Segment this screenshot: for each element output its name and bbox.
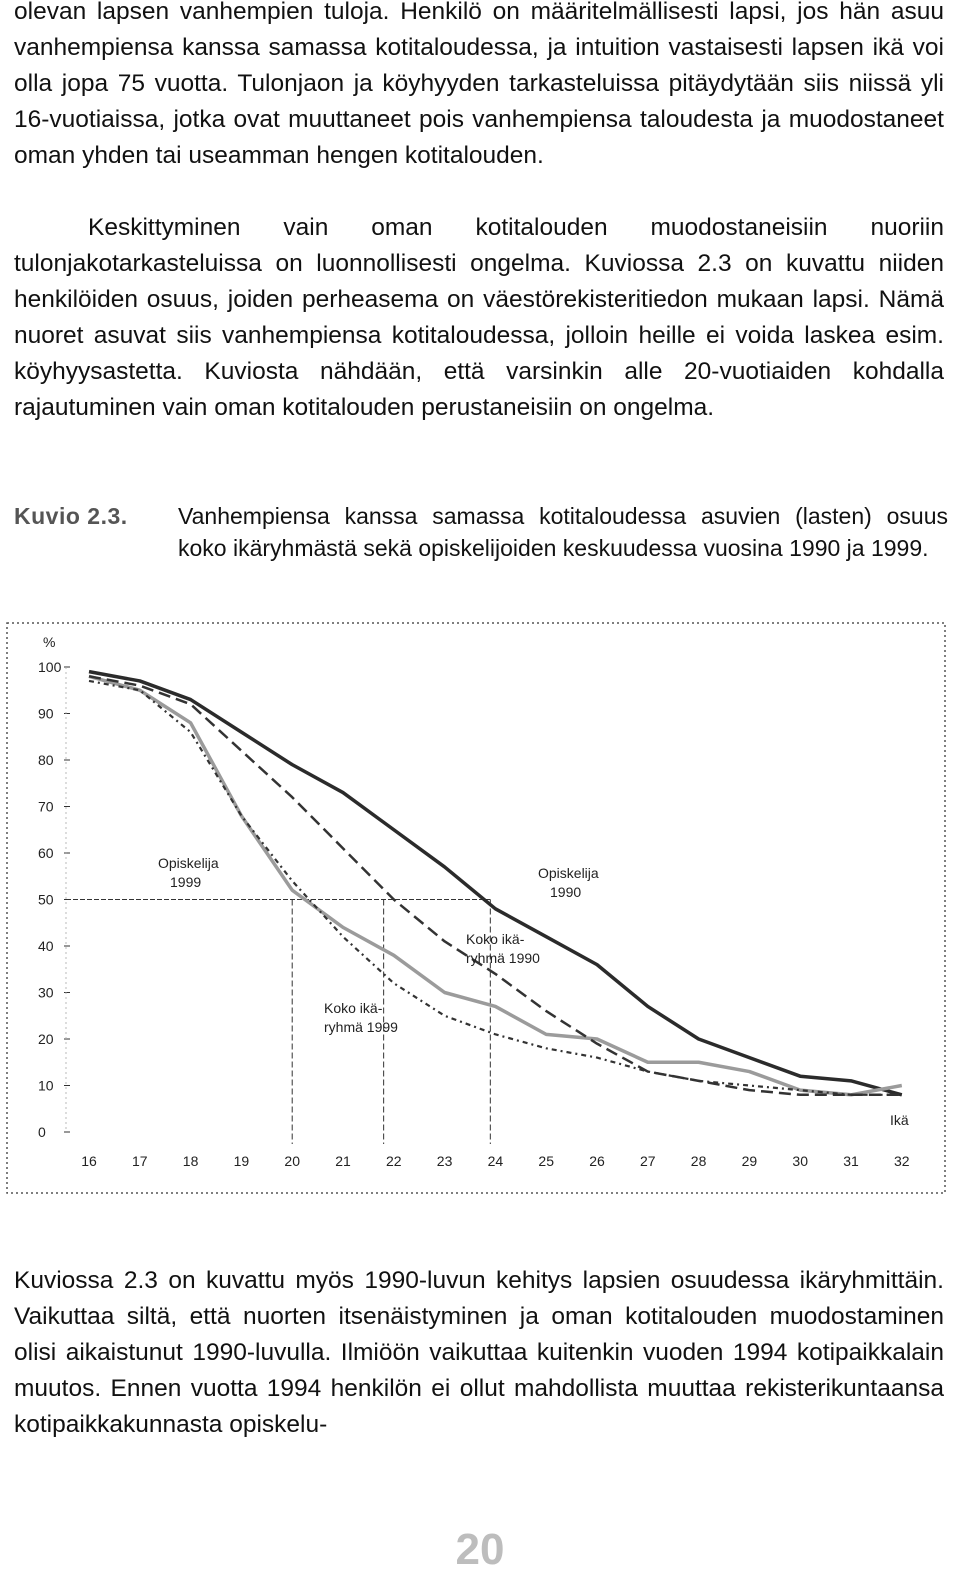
body-paragraph: Kuviossa 2.3 on kuvattu myös 1990-luvun kehitys lapsien osuudessa ikäryhmittäin. Vaikuttaa siltä, että nuorten itsenäistyminen ja oman kotitalouden muodostaminen olisi aikaistunut 1990-luvulla. Ilmiöön vaikuttaa kuitenkin vuoden 1994 kotipaikkalain muutos. Ennen vuotta 1994 henkilön ei ollut mahdollista muuttaa rekisterikuntaansa kotipaikkakunnasta opiskelu- [14, 1267, 944, 1438]
x-tick-label: 25 [538, 1153, 554, 1169]
series-opiskelija-1999 [89, 676, 902, 1095]
x-tick-label: 22 [386, 1153, 402, 1169]
x-tick-label: 19 [233, 1153, 250, 1169]
y-tick-label: 30 [38, 984, 54, 1001]
y-axis-label: % [43, 634, 56, 650]
y-tick-label: 40 [38, 938, 54, 954]
y-tick-label: 70 [38, 798, 54, 815]
caption-label: Kuvio 2.3. [14, 503, 128, 529]
series-opiskelija-1990 [89, 672, 902, 1095]
x-tick-label: 21 [335, 1153, 351, 1169]
x-tick-label: 18 [182, 1153, 199, 1169]
x-tick-label: 28 [690, 1153, 707, 1169]
figure [6, 622, 946, 1194]
y-tick-label: 50 [38, 891, 54, 908]
series-koko-ikaryhma-1999 [89, 681, 902, 1095]
series-koko-ikaryhma-1990 [89, 676, 902, 1095]
body-paragraph: Keskittyminen vain oman kotitalouden muodostaneisiin nuoriin tulonjakotarkasteluissa on luonnollisesti ongelma. Kuviossa 2.3 on kuvattu niiden henkilöiden osuus, joiden perheasema on väestörekisteritiedon mukaan lapsi. Nämä nuoret asuvat siis vanhempiensa kotitaloudessa, jolloin heille ei voida laskea esim. köyhyysastetta. Kuviosta nähdään, että varsinkin alle 20-vuotiaiden kohdalla rajautuminen vain oman kotitalouden perustaneisiin on ongelma. [14, 214, 944, 421]
x-tick-label: 30 [792, 1153, 808, 1169]
x-tick-label: 26 [589, 1153, 605, 1169]
x-axis-label: Ikä [890, 1112, 909, 1128]
x-tick-label: 20 [284, 1153, 300, 1169]
x-tick-label: 16 [81, 1153, 97, 1169]
x-tick-label: 23 [436, 1153, 453, 1169]
body-paragraph: olevan lapsen vanhempien tuloja. Henkilö on määritelmällisesti lapsi, jos hän asuu vanhempiensa kanssa samassa kotitaloudessa, ja intuition vastaisesti lapsen ikä voi olla jopa 75 vuotta. Tulonjaon ja köyhyyden tarkasteluissa pitäydytään siis niissä yli 16-vuotiaissa, jotka ovat muuttaneet pois vanhempiensa taloudesta ja muodostaneet oman yhden tai useamman hengen kotitalouden. [14, 0, 944, 169]
figure-border [7, 623, 945, 1193]
y-tick-label: 0 [38, 1124, 46, 1140]
caption-text: Vanhempiensa kanssa samassa kotitaloudessa asuvien (lasten) osuus koko ikäryhmästä sekä opiskelijoiden keskuudessa vuosina 1990 ja 1999. [178, 503, 948, 561]
page-number: 20 [455, 1525, 505, 1574]
y-tick-label: 60 [38, 845, 54, 861]
y-tick-label: 90 [38, 705, 54, 722]
series-label: Opiskelija 1999 [158, 855, 219, 890]
y-tick-label: 20 [38, 1031, 54, 1047]
series-label: Koko ikä-ryhmä 1990 [466, 931, 540, 966]
x-tick-label: 17 [132, 1153, 148, 1169]
x-tick-label: 27 [640, 1153, 656, 1169]
y-tick-label: 100 [38, 659, 62, 675]
x-tick-label: 29 [741, 1153, 758, 1169]
series-label: Opiskelija 1990 [538, 865, 599, 900]
x-tick-label: 31 [843, 1153, 859, 1169]
y-tick-label: 80 [38, 752, 54, 768]
y-tick-label: 10 [38, 1077, 54, 1094]
x-tick-label: 24 [487, 1153, 504, 1169]
line-chart [6, 622, 946, 1194]
x-tick-label: 32 [894, 1153, 910, 1169]
series-label: Koko ikä-ryhmä 1999 [324, 1000, 398, 1035]
